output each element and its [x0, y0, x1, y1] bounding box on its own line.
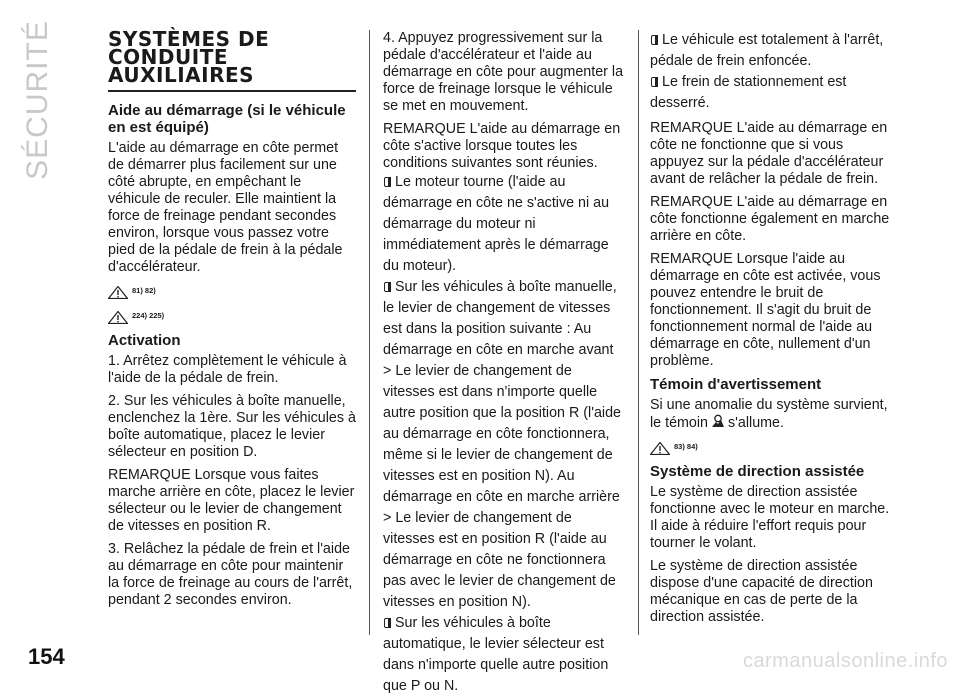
- bullet-icon: [651, 35, 658, 45]
- section-side-label: [8, 20, 68, 180]
- condition-item: Sur les véhicules à boîte manuelle, le levier de changement de vitesses est dans la position suivante : Au démarrage en côte en marche avant > Le levier de changement de vitesses est dans n'importe quelle autre position que la position R (l'aide au démarrage en côte fonctionnera, même si le levier de changement de vitesses est en position N). Au démarrage en côte en marche arrière > Le levier de changement de vitesses est en position R (l'aide au démarrage en côte ne fonctionnera pas avec le levier de changement de vitesses en position N).: [383, 279, 621, 610]
- column-divider: [638, 30, 639, 635]
- step-3: 3. Relâchez la pédale de frein et l'aide au démarrage en côte pour maintenir la force de freinage au cours de l'arrêt, pendant 2 secondes environ.: [108, 541, 353, 608]
- power-steering-p2: Le système de direction assistée dispose d'une capacité de direction mécanique en cas de perte de la direction assistée.: [650, 558, 873, 625]
- remark-reverse: REMARQUE Lorsque vous faites marche arrière en côte, placez le levier sélecteur ou le levier de changement de vitesses en position R.: [108, 467, 355, 534]
- caution-triangle-icon: [108, 311, 128, 324]
- power-steering-heading: Système de direction assistée: [650, 463, 865, 480]
- activation-heading: Activation: [108, 332, 181, 349]
- condition-item: Sur les véhicules à boîte automatique, le levier sélecteur est dans n'importe quelle autre position que P ou N.: [383, 615, 609, 694]
- step-2: 2. Sur les véhicules à boîte manuelle, enclenchez la 1ère. Sur les véhicules à boîte automatique, placez le levier sélecteur en position D.: [108, 393, 356, 460]
- condition-item: Le véhicule est totalement à l'arrêt, pédale de frein enfoncée.: [650, 32, 884, 69]
- warning-refs: 81) 82): [132, 286, 156, 295]
- column-3: [650, 30, 900, 632]
- title-underline: [108, 90, 356, 92]
- hill-start-intro: L'aide au démarrage en côte permet de démarrer plus facilement sur une côté abrupte, en empêchant le véhicule de reculer. Elle maintient la force de freinage pendant secondes environ, lorsque vous passez votre pied de la pédale de frein à la pédale d'accélérateur.: [108, 140, 343, 275]
- warning-light-heading: Témoin d'avertissement: [650, 376, 822, 393]
- page-number: 154: [28, 644, 65, 669]
- bullet-icon: [384, 177, 391, 187]
- warning-triangle-icon: [108, 286, 128, 299]
- column-divider: [369, 30, 370, 635]
- warning-refs: 83) 84): [674, 442, 698, 451]
- page-title: SYSTÈMES DE CONDUITE AUXILIAIRES: [108, 27, 270, 87]
- hill-start-warning-lamp-icon: [710, 414, 726, 428]
- bullet-icon: [651, 77, 658, 87]
- condition-item: Le frein de stationnement est desserré.: [650, 74, 847, 111]
- warning-light-text: Si une anomalie du système survient, le témoin s'allume.: [650, 397, 888, 431]
- condition-item: Le moteur tourne (l'aide au démarrage en côte ne s'active ni au démarrage du moteur ni immédiatement après le démarrage du moteur).: [383, 174, 610, 274]
- step-4: 4. Appuyez progressivement sur la pédale d'accélérateur et l'aide au démarrage en côte pour augmenter la force de freinage lorsque le véhicule se met en mouvement.: [383, 30, 624, 114]
- hill-start-heading: Aide au démarrage (si le véhicule en est équipé): [108, 102, 346, 136]
- step-1: 1. Arrêtez complètement le véhicule à l'aide de la pédale de frein.: [108, 353, 347, 386]
- remark-noise: REMARQUE Lorsque l'aide au démarrage en côte est activée, vous pouvez entendre le bruit de fonctionnement. Il s'agit du bruit de fonctionnement normal de l'aide au démarrage en côte, nullement d'un problème.: [650, 251, 881, 369]
- warning-refs: 224) 225): [132, 311, 165, 320]
- warning-ref-row-1: [108, 282, 356, 299]
- remark-reverse-hill: REMARQUE L'aide au démarrage en côte fonctionne également en marche arrière en côte.: [650, 194, 890, 244]
- bullet-icon: [384, 282, 391, 292]
- bullet-icon: [384, 618, 391, 628]
- remark-conditions: REMARQUE L'aide au démarrage en côte s'active lorsque toutes les conditions suivantes sont réunies.: [383, 121, 621, 171]
- column-1: [108, 27, 356, 615]
- warning-ref-row-3: [650, 438, 900, 455]
- watermark: carmanualsonline.info: [742, 650, 948, 672]
- warning-triangle-icon: [650, 442, 670, 455]
- column-2: [383, 30, 625, 697]
- power-steering-p1: Le système de direction assistée fonctionne avec le moteur en marche. Il aide à réduire l'effort requis pour tourner le volant.: [650, 484, 890, 551]
- remark-accelerator: REMARQUE L'aide au démarrage en côte ne fonctionne que si vous appuyez sur la pédale d'accélérateur avant de relâcher la pédale de frein.: [650, 120, 888, 187]
- section-label-text: SÉCURITÉ: [21, 20, 54, 180]
- warning-ref-row-2: [108, 307, 356, 324]
